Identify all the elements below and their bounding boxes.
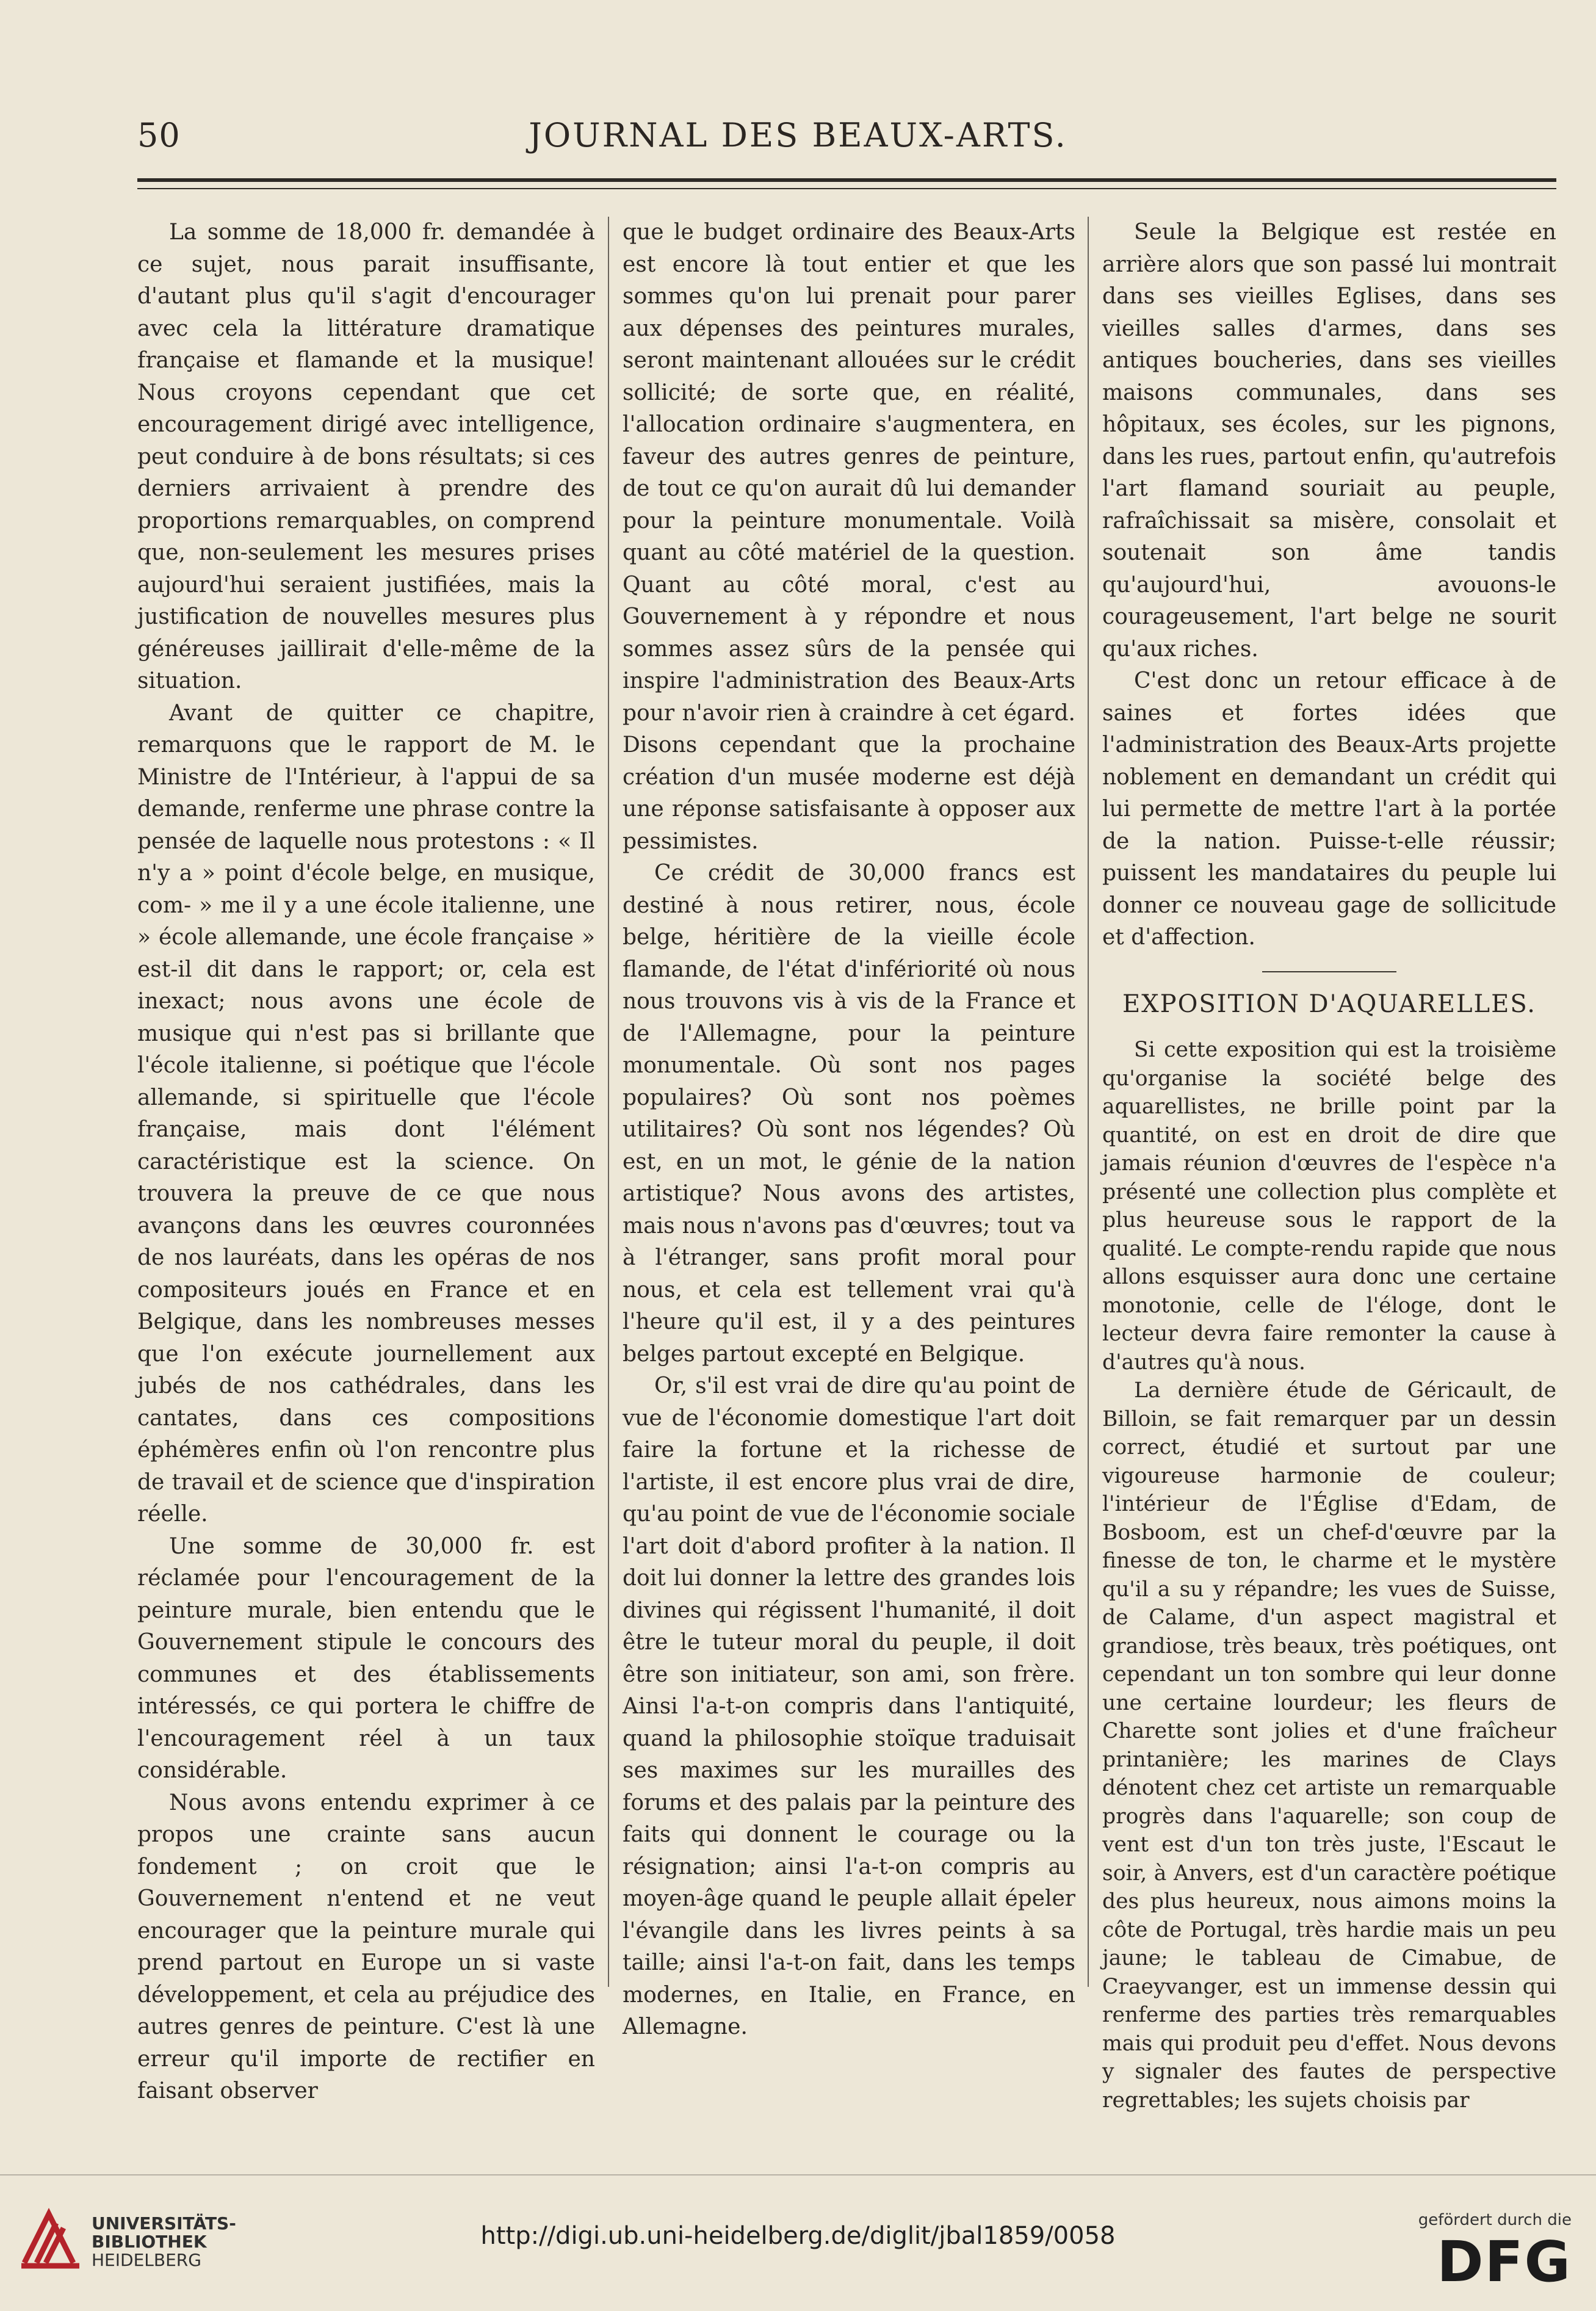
footer-divider bbox=[0, 2174, 1596, 2175]
source-url-link[interactable]: http://digi.ub.uni-heidelberg.de/diglit/jbal1859/0058 bbox=[480, 2222, 1116, 2250]
paragraph: Si cette exposition qui est la troisième qu'organise la société belge des aquarellistes, ne brille point par la quantité, on est en droit de dire que jamais réunion d'œuvres de l'espèce n'a présenté une collection plus complète et plus heureuse sous le rapport de la qualité. Le compte-rendu rapide que nous allons esquisser aura donc une certaine monotonie, celle de l'éloge, dont le lecteur devra faire remonter la cause à d'autres qu'à nous. bbox=[1102, 1038, 1556, 1375]
header-rule-thin bbox=[137, 188, 1556, 189]
paragraph: C'est donc un retour efficace à de saines et fortes idées que l'administration des Beaux-Arts projette noblement en demandant un crédit qui lui permette de mettre l'art à la portée de la nation. Puisse-t-elle réussir; puissent les mandataires du peuple lui donner ce nouveau gage de sollicitude et d'affection. bbox=[1102, 668, 1556, 950]
paragraph: La dernière étude de Géricault, de Billoin, se fait remarquer par un dessin correct, étudié et surtout par une vigoureuse harmonie de couleur; l'intérieur de l'Église d'Edam, de Bosboom, est un chef-d'œuvre par la finesse de ton, le charme et le mystère qu'il a su y répandre; les vues de Suisse, de Calame, d'un aspect magistral et grandiose, très beaux, très poétiques, ont cependant un ton sombre qui leur donne une certaine lourdeur; les fleurs de Charette sont jolies et d'une fraîcheur printanière; les marines de Clays dénotent chez cet artiste un remarquable progrès dans l'aquarelle; son coup de vent est d'un ton très juste, l'Escaut le soir, à Anvers, est d'un caractère poétique des plus heureux, nous aimons moins la côte de Portugal, très hardie mais un peu jaune; le tableau de Cimabue, de Craeyvanger, est un immense dessin qui renferme des parties très remarquables mais qui produit peu d'effet. Nous devons y signaler des fautes de perspective regrettables; les sujets choisis par bbox=[1102, 1378, 1556, 2113]
library-name-line: HEIDELBERG bbox=[92, 2250, 201, 2270]
dfg-logo: DFG bbox=[1437, 2229, 1572, 2295]
paragraph: Une somme de 30,000 fr. est réclamée pour l'encouragement de la peinture murale, bien entendu que le Gouvernement stipule le concours des communes et des établissements intéressés, ce qui portera le chiffre de l'encouragement réel à un taux considérable. bbox=[137, 1533, 595, 1783]
section-body bbox=[1102, 1036, 1556, 2114]
page-number: 50 bbox=[137, 116, 181, 154]
paragraph: que le budget ordinaire des Beaux-Arts est encore là tout entier et que les sommes qu'on lui prenait pour parer aux dépenses des peintures murales, seront maintenant allouées sur le crédit sollicité; de sorte que, en réalité, l'allocation ordinaire s'augmentera, en faveur des autres genres de peinture, de tout ce qu'on aurait dû lui demander pour la peinture monumentale. Voilà quant au côté matériel de la question. Quant au côté moral, c'est au Gouvernement à y répondre et nous sommes assez sûrs de la pensée qui inspire l'administration des Beaux-Arts pour n'avoir rien à craindre à cet égard. Disons cependant que la prochaine création d'un musée moderne est déjà une réponse satisfaisante à opposer aux pessimistes. bbox=[623, 220, 1075, 854]
library-name-line: BIBLIOTHEK bbox=[92, 2232, 207, 2252]
text-column-3 bbox=[1102, 217, 1556, 2113]
text-column-2 bbox=[623, 217, 1075, 2039]
section-divider bbox=[1262, 971, 1396, 972]
paragraph: Seule la Belgique est restée en arrière alors que son passé lui montrait dans ses vieilles Eglises, dans ses vieilles salles d'armes, dans ses antiques boucheries, dans ses vieilles maisons communales, dans ses hôpitaux, ses écoles, sur les pignons, dans les rues, partout enfin, qu'autrefois l'art flamand souriait au peuple, rafraîchissait sa misère, consolait et soutenait son âme tandis qu'aujourd'hui, avouons-le courageusement, l'art belge ne sourit qu'aux riches. bbox=[1102, 220, 1556, 662]
journal-title: JOURNAL DES BEAUX-ARTS. bbox=[529, 116, 1067, 154]
paragraph: Avant de quitter ce chapitre, remarquons que le rapport de M. le Ministre de l'Intérieur, à l'appui de sa demande, renferme une phrase contre la pensée de laquelle nous protestons : « Il n'y a » point d'école belge, en musique, com- » me il y a une école italienne, une » école allemande, une école française » est-il dit dans le rapport; or, cela est inexact; nous avons une école de musique qui n'est pas si brillante que l'école italienne, si poétique que l'école allemande, si spirituelle que l'école française, mais dont l'élément caractéristique est la science. On trouvera la preuve de ce que nous avançons dans les œuvres couronnées de nos lauréats, dans les opéras de nos compositeurs joués en France et en Belgique, dans les nombreuses messes que l'on exécute journellement aux jubés de nos cathédrales, dans les cantates, dans ces compositions éphémères enfin où l'on rencontre plus de travail et de science que d'inspiration réelle. bbox=[137, 700, 595, 1527]
paragraph: Nous avons entendu exprimer à ce propos une crainte sans aucun fondement ; on croit que le Gouvernement n'entend et ne veut encourager que la peinture murale qui prend partout en Europe un si vaste développement, et cela au préjudice des autres genres de peinture. C'est là une erreur qu'il importe de rectifier en faisant observer bbox=[137, 1790, 595, 2103]
header-rule-thick bbox=[137, 178, 1556, 182]
section-title: EXPOSITION D'AQUARELLES. bbox=[1122, 989, 1537, 1018]
column-divider bbox=[1088, 217, 1089, 1987]
column-divider bbox=[608, 217, 609, 1987]
paragraph: Ce crédit de 30,000 francs est destiné à nous retirer, nous, école belge, héritière de la vieille école flamande, de l'état d'infériorité où nous nous trouvons vis à vis de la France et de l'Allemagne, pour la peinture monumentale. Où sont nos pages populaires? Où sont nos poèmes utilitaires? Où sont nos légendes? Où est, en un mot, le génie de la nation artistique? Nous avons des artistes, mais nous n'avons pas d'œuvres; tout va à l'étranger, sans profit moral pour nous, et cela est tellement vrai qu'à l'heure qu'il est, il y a des peintures belges partout excepté en Belgique. bbox=[623, 861, 1075, 1367]
funding-label: gefördert durch die bbox=[1418, 2211, 1572, 2229]
text-column-1 bbox=[137, 217, 595, 2103]
paragraph: Or, s'il est vrai de dire qu'au point de vue de l'économie domestique l'art doit faire la fortune et la richesse de l'artiste, il est encore plus vrai de dire, qu'au point de vue de l'économie sociale l'art doit d'abord profiter à la nation. Il doit lui donner la lettre des grandes lois divines qui régissent l'humanité, il doit être le tuteur moral du peuple, il doit être son initiateur, son ami, son frère. Ainsi l'a-t-on compris dans l'antiquité, quand la philosophie stoïque traduisait ses maximes sur les murailles des forums et des palais par la peinture des faits qui donnent le courage ou la résignation; ainsi l'a-t-on compris au moyen-âge quand le peuple allait épeler l'évangile dans les livres peints à sa taille; ainsi l'a-t-on fait, dans les temps modernes, en Italie, en France, en Allemagne. bbox=[623, 1373, 1075, 2039]
paragraph: La somme de 18,000 fr. demandée à ce sujet, nous parait insuffisante, d'autant plus qu'il s'agit d'encourager avec cela la littérature dramatique française et flamande et la musique! Nous croyons cependant que cet encouragement dirigé avec intelligence, peut conduire à de bons résultats; si ces derniers arrivaient à prendre des proportions remarquables, on comprend que, non-seulement les mesures prises aujourd'hui seraient justifiées, mais la justification de nouvelles mesures plus généreuses jaillirait d'elle-même de la situation. bbox=[137, 220, 595, 693]
library-name-line: UNIVERSITÄTS- bbox=[92, 2213, 236, 2233]
